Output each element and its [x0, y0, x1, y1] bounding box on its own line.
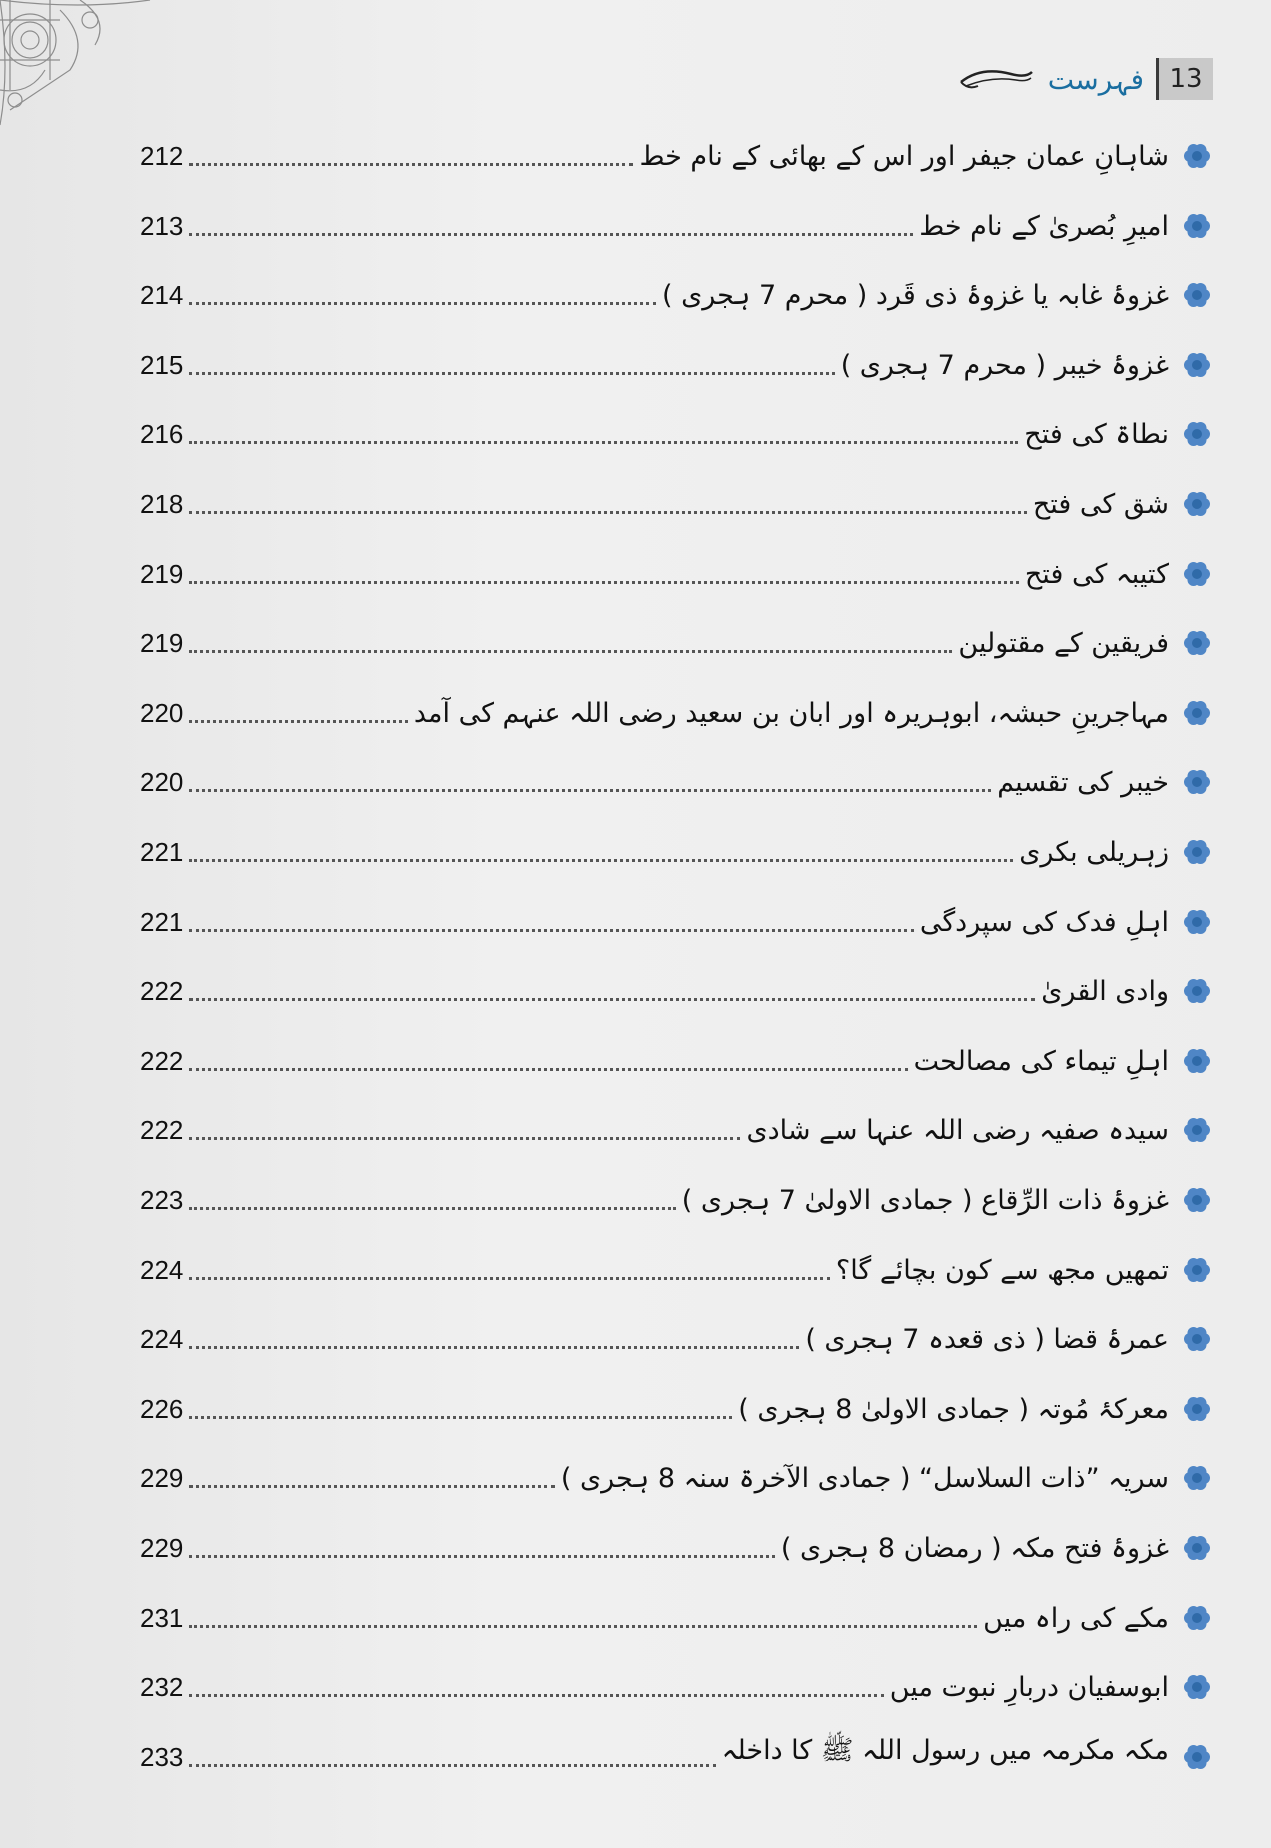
dot-leader [189, 510, 1026, 514]
toc-entry-title: مہاجرینِ حبشہ، ابوہریرہ اور ابان بن سعید رضی اللہ عنہم کی آمد [413, 698, 1169, 729]
toc-entry[interactable] [140, 1524, 1211, 1568]
toc-entry-page: 220 [140, 698, 184, 728]
toc-entry[interactable] [140, 828, 1211, 872]
dot-leader [189, 788, 991, 792]
toc-entry-title: شق کی فتح [1032, 489, 1169, 520]
flower-bullet-icon [1183, 490, 1211, 518]
dot-leader [189, 928, 913, 932]
toc-entry-page: 220 [140, 767, 184, 797]
toc-entry-page: 232 [140, 1672, 184, 1702]
dot-leader [189, 1415, 732, 1419]
toc-entry-page: 212 [140, 141, 184, 171]
toc-entry-page: 231 [140, 1603, 184, 1633]
flower-bullet-icon [1183, 908, 1211, 936]
dot-leader [189, 162, 633, 166]
toc-entry-title: سریہ ”ذات السلاسل“ ( جمادی الآخرۃ سنہ 8 ہجری ) [560, 1463, 1169, 1494]
toc-entry-page: 226 [140, 1394, 184, 1424]
toc-entry[interactable] [140, 1176, 1211, 1220]
toc-entry[interactable] [140, 341, 1211, 385]
toc-entry-page: 221 [140, 837, 184, 867]
flower-bullet-icon [1183, 977, 1211, 1005]
flower-bullet-icon [1183, 351, 1211, 379]
flower-bullet-icon [1183, 629, 1211, 657]
toc-entry[interactable] [140, 1454, 1211, 1498]
toc-entry-title: مکے کی راہ میں [983, 1603, 1169, 1634]
toc-entry-page: 222 [140, 1115, 184, 1145]
flower-bullet-icon [1183, 838, 1211, 866]
toc-entry-title: نطاۃ کی فتح [1024, 419, 1169, 450]
flower-bullet-icon [1183, 1395, 1211, 1423]
toc-entry-title: امیرِ بُصریٰ کے نام خط [919, 211, 1169, 242]
flower-bullet-icon [1183, 1116, 1211, 1144]
corner-ornament [0, 0, 160, 130]
dot-leader [189, 1554, 774, 1558]
dot-leader [189, 858, 1013, 862]
toc-entry-page: 213 [140, 211, 184, 241]
dot-leader [189, 719, 407, 723]
flower-bullet-icon [1183, 699, 1211, 727]
toc-entry-page: 222 [140, 976, 184, 1006]
toc-entry[interactable] [140, 480, 1211, 524]
toc-entry[interactable] [140, 202, 1211, 246]
toc-entry-page: 219 [140, 628, 184, 658]
toc-entry[interactable] [140, 1106, 1211, 1150]
flower-bullet-icon [1183, 1534, 1211, 1562]
dot-leader [189, 649, 952, 653]
toc-entry-title: تمھیں مجھ سے کون بچائے گا؟ [835, 1255, 1169, 1286]
toc-entry[interactable] [140, 898, 1211, 942]
toc-entry[interactable] [140, 410, 1211, 454]
flower-bullet-icon [1183, 1186, 1211, 1214]
flower-bullet-icon [1183, 1673, 1211, 1701]
flower-bullet-icon [1183, 1325, 1211, 1353]
flower-bullet-icon [1183, 1464, 1211, 1492]
dot-leader [189, 997, 1035, 1001]
toc-entry-page: 233 [140, 1742, 184, 1772]
toc-entry[interactable] [140, 967, 1211, 1011]
page-header [956, 58, 1213, 100]
dot-leader [189, 440, 1018, 444]
dot-leader [189, 371, 834, 375]
flower-bullet-icon [1183, 420, 1211, 448]
toc-entry-page: 224 [140, 1255, 184, 1285]
flower-bullet-icon [1183, 1256, 1211, 1284]
flourish-icon [956, 64, 1036, 94]
toc-entry[interactable] [140, 1315, 1211, 1359]
dot-leader [189, 1484, 554, 1488]
toc-entry-page: 218 [140, 489, 184, 519]
dot-leader [189, 1693, 883, 1697]
toc-entry-title: اہلِ فدک کی سپردگی [919, 907, 1169, 938]
flower-bullet-icon [1183, 1604, 1211, 1632]
toc-entry-page: 222 [140, 1046, 184, 1076]
toc-entry[interactable] [140, 1246, 1211, 1290]
dot-leader [189, 232, 913, 236]
flower-bullet-icon [1183, 1743, 1211, 1771]
toc-entry[interactable] [140, 1663, 1211, 1707]
toc-entry[interactable] [140, 550, 1211, 594]
toc-entry-page: 223 [140, 1185, 184, 1215]
toc-entry-title: وادی القریٰ [1041, 976, 1169, 1007]
toc-entry-page: 216 [140, 419, 184, 449]
dot-leader [189, 1345, 799, 1349]
toc-entry-title: غزوۂ خیبر ( محرم 7 ہجری ) [840, 350, 1169, 381]
toc-entry-title: کتیبہ کی فتح [1024, 559, 1169, 590]
flower-bullet-icon [1183, 212, 1211, 240]
toc-entry[interactable] [140, 271, 1211, 315]
toc-entry-page: 224 [140, 1324, 184, 1354]
toc-entry-page: 215 [140, 350, 184, 380]
toc-entry[interactable] [140, 1385, 1211, 1429]
toc-entry[interactable] [140, 619, 1211, 663]
page-number: 13 [1156, 58, 1213, 100]
flower-bullet-icon [1183, 142, 1211, 170]
dot-leader [189, 1067, 907, 1071]
toc-entry-title: مکہ مکرمہ میں رسول اللہ ﷺ کا داخلہ [721, 1735, 1169, 1766]
dot-leader [189, 1624, 977, 1628]
toc-entry[interactable] [140, 1594, 1211, 1638]
toc-entry-page: 214 [140, 280, 184, 310]
toc-entry-title: معرکۂ مُوتہ ( جمادی الاولیٰ 8 ہجری ) [738, 1394, 1169, 1425]
toc-entry-page: 219 [140, 559, 184, 589]
toc-entry-title: عمرۂ قضا ( ذی قعدہ 7 ہجری ) [805, 1324, 1169, 1355]
header-title: فہرست [1047, 62, 1144, 96]
toc-entry-title: غزوۂ غابہ یا غزوۂ ذی قَرد ( محرم 7 ہجری ) [661, 280, 1169, 311]
toc-entry-title: فریقین کے مقتولین [958, 628, 1169, 659]
toc-entry-page: 221 [140, 907, 184, 937]
toc-entry-page: 229 [140, 1533, 184, 1563]
toc-entry-title: شاہانِ عمان جیفر اور اس کے بھائی کے نام خط [639, 141, 1169, 172]
dot-leader [189, 1206, 675, 1210]
toc-entry-title: غزوۂ فتح مکہ ( رمضان 8 ہجری ) [780, 1533, 1169, 1564]
toc-entry[interactable] [140, 1733, 1211, 1777]
toc-entry-page: 229 [140, 1463, 184, 1493]
dot-leader [189, 301, 656, 305]
toc-entry-title: زہریلی بکری [1019, 837, 1169, 868]
toc-entry-title: سیدہ صفیہ رضی اللہ عنہا سے شادی [746, 1115, 1169, 1146]
flower-bullet-icon [1183, 281, 1211, 309]
flower-bullet-icon [1183, 1047, 1211, 1075]
toc-entry-title: ابوسفیان دربارِ نبوت میں [889, 1672, 1169, 1703]
dot-leader [189, 580, 1018, 584]
toc-entry[interactable] [140, 1037, 1211, 1081]
toc-entry[interactable] [140, 132, 1211, 176]
flower-bullet-icon [1183, 768, 1211, 796]
dot-leader [189, 1763, 715, 1767]
dot-leader [189, 1136, 740, 1140]
toc-entry[interactable] [140, 689, 1211, 733]
dot-leader [189, 1276, 829, 1280]
toc-entry[interactable] [140, 758, 1211, 802]
flower-bullet-icon [1183, 560, 1211, 588]
toc-entry-title: غزوۂ ذات الرِّقاع ( جمادی الاولیٰ 7 ہجری ) [681, 1185, 1169, 1216]
toc-entry-title: اہلِ تیماء کی مصالحت [913, 1046, 1169, 1077]
toc-entry-title: خیبر کی تقسیم [997, 767, 1169, 798]
